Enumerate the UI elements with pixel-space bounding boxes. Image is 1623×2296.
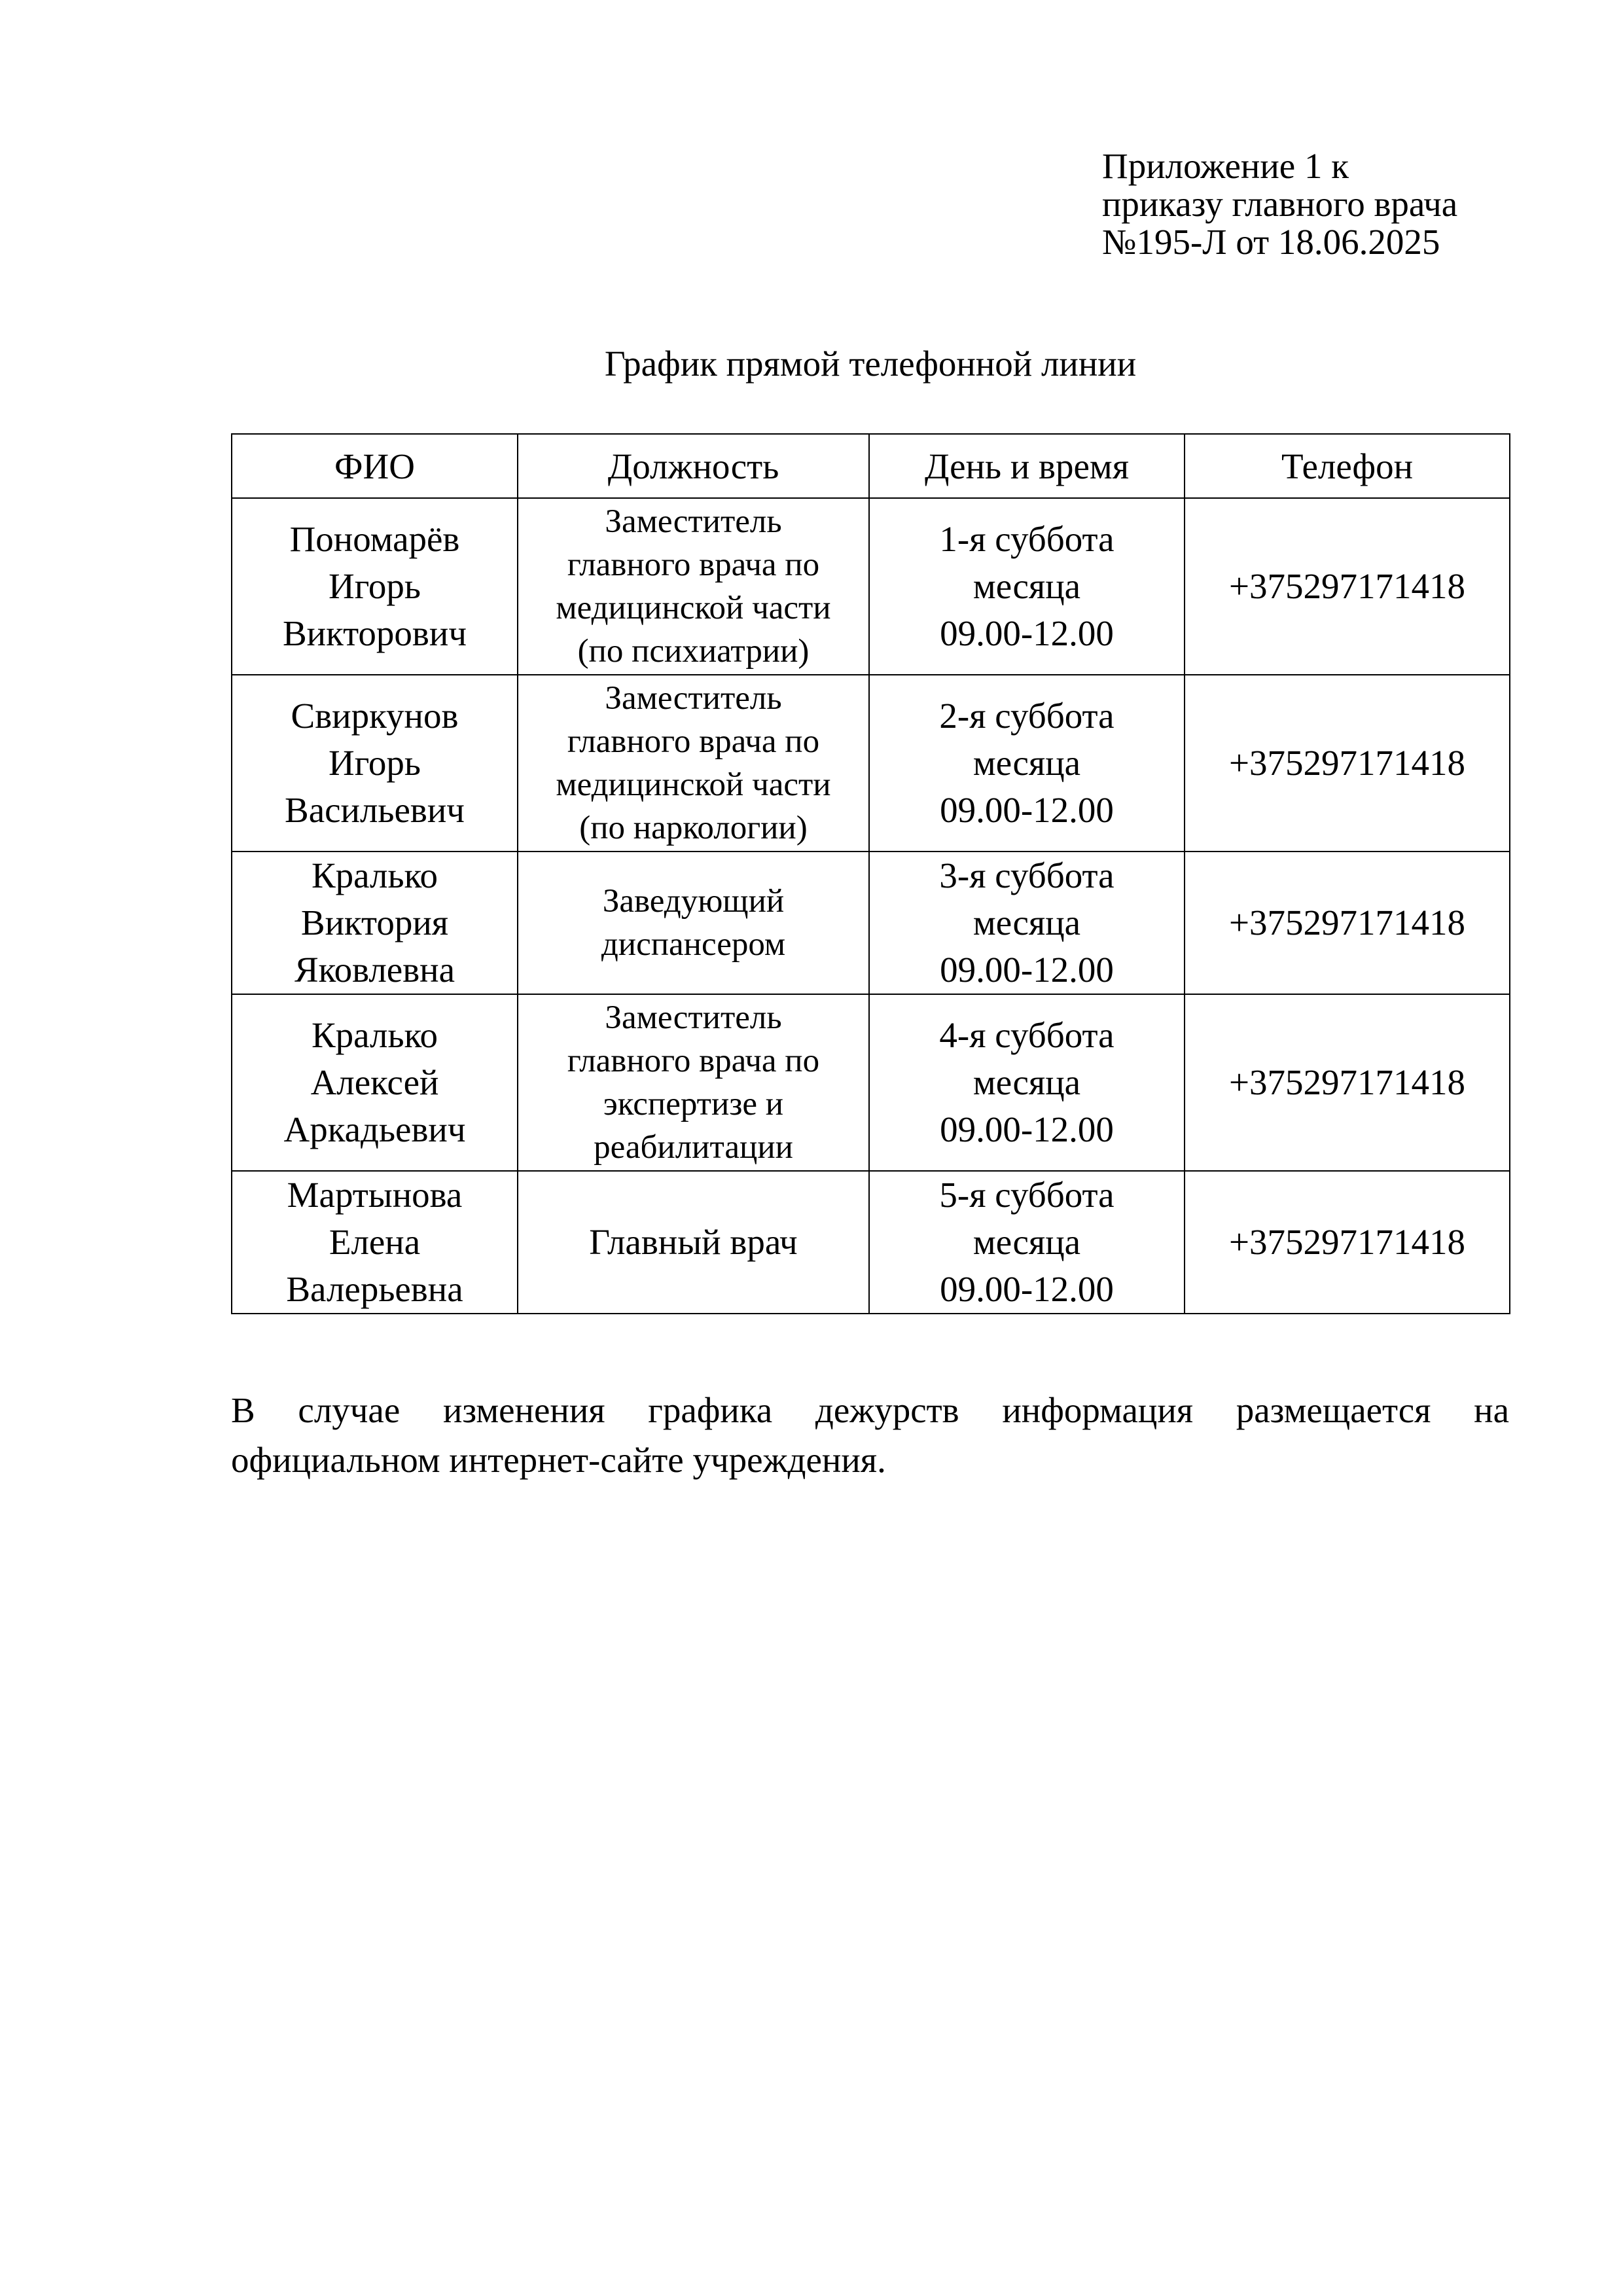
- day-line: месяца: [972, 1222, 1081, 1262]
- cell-day-time: [869, 852, 1185, 994]
- name-line: Яковлевна: [294, 950, 455, 990]
- document-title: График прямой телефонной линии: [604, 344, 1137, 384]
- cell-phone: +375297171418: [1185, 1171, 1510, 1314]
- table-row: [232, 994, 1510, 1171]
- name-line: Виктория: [300, 903, 449, 942]
- position-line: диспансером: [601, 926, 786, 963]
- day-line: месяца: [972, 1062, 1081, 1102]
- table-header-row: [232, 434, 1510, 498]
- note-line-1: В случае изменения графика дежурств информация размещается на: [231, 1390, 1509, 1430]
- day-line: 09.00-12.00: [940, 950, 1114, 990]
- header-phone: Телефон: [1185, 434, 1510, 498]
- day-line: 3-я суббота: [939, 855, 1115, 895]
- name-line: Васильевич: [285, 790, 465, 830]
- position-line: медицинской части: [556, 766, 831, 803]
- header-position: Должность: [518, 434, 869, 498]
- note-line-2: официальном интернет-сайте учреждения.: [231, 1440, 886, 1480]
- hotline-schedule-table: [231, 433, 1510, 1314]
- day-line: 09.00-12.00: [940, 613, 1114, 653]
- day-line: месяца: [972, 743, 1081, 783]
- name-line: Елена: [329, 1222, 421, 1262]
- name-line: Игорь: [329, 566, 421, 606]
- name-line: Кралько: [311, 1015, 438, 1055]
- table-row: [232, 675, 1510, 852]
- cell-phone: +375297171418: [1185, 852, 1510, 994]
- cell-phone: +375297171418: [1185, 994, 1510, 1171]
- day-line: 09.00-12.00: [940, 790, 1114, 830]
- position-line: главного врача по: [567, 1043, 820, 1079]
- cell-position: [518, 852, 869, 994]
- cell-day-time: [869, 994, 1185, 1171]
- day-line: 1-я суббота: [939, 519, 1115, 559]
- table-row: [232, 1171, 1510, 1314]
- name-line: Пономарёв: [289, 519, 460, 559]
- cell-name: [232, 498, 518, 675]
- cell-day-time: [869, 675, 1185, 852]
- appendix-line: Приложение 1 к: [1102, 146, 1349, 186]
- cell-day-time: [869, 1171, 1185, 1314]
- day-line: 09.00-12.00: [940, 1269, 1114, 1309]
- cell-position: [518, 675, 869, 852]
- day-line: месяца: [972, 566, 1081, 606]
- day-line: 5-я суббота: [939, 1175, 1115, 1215]
- appendix-line: №195-Л от 18.06.2025: [1102, 222, 1440, 262]
- appendix-line: приказу главного врача: [1102, 184, 1458, 224]
- day-line: месяца: [972, 903, 1081, 942]
- position-line: Главный врач: [589, 1222, 798, 1262]
- cell-day-time: [869, 498, 1185, 675]
- cell-position: [518, 498, 869, 675]
- name-line: Аркадьевич: [283, 1109, 466, 1149]
- position-line: медицинской части: [556, 590, 831, 626]
- cell-name: [232, 994, 518, 1171]
- position-line: (по психиатрии): [577, 633, 810, 670]
- header-day-time: День и время: [869, 434, 1185, 498]
- name-line: Мартынова: [287, 1175, 463, 1215]
- table-row: [232, 852, 1510, 994]
- cell-name: [232, 675, 518, 852]
- cell-name: [232, 852, 518, 994]
- position-line: главного врача по: [567, 547, 820, 583]
- position-line: (по наркологии): [579, 810, 808, 846]
- name-line: Свиркунов: [291, 696, 459, 736]
- name-line: Игорь: [329, 743, 421, 783]
- position-line: Заместитель: [605, 503, 782, 540]
- position-line: Заместитель: [605, 999, 782, 1036]
- name-line: Алексей: [310, 1062, 439, 1102]
- table-row: [232, 498, 1510, 675]
- header-name: ФИО: [232, 434, 518, 498]
- name-line: Викторович: [283, 613, 467, 653]
- appendix-reference: [1102, 147, 1573, 261]
- position-line: главного врача по: [567, 723, 820, 760]
- position-line: Заместитель: [605, 680, 782, 717]
- position-line: реабилитации: [594, 1129, 793, 1166]
- cell-phone: +375297171418: [1185, 675, 1510, 852]
- position-line: Заведующий: [602, 883, 785, 920]
- day-line: 4-я суббота: [939, 1015, 1115, 1055]
- schedule-change-note: [231, 1386, 1509, 1485]
- cell-name: [232, 1171, 518, 1314]
- cell-position: [518, 994, 869, 1171]
- position-line: экспертизе и: [603, 1086, 784, 1122]
- name-line: Кралько: [311, 855, 438, 895]
- day-line: 2-я суббота: [939, 696, 1115, 736]
- day-line: 09.00-12.00: [940, 1109, 1114, 1149]
- cell-position: [518, 1171, 869, 1314]
- cell-phone: +375297171418: [1185, 498, 1510, 675]
- name-line: Валерьевна: [286, 1269, 463, 1309]
